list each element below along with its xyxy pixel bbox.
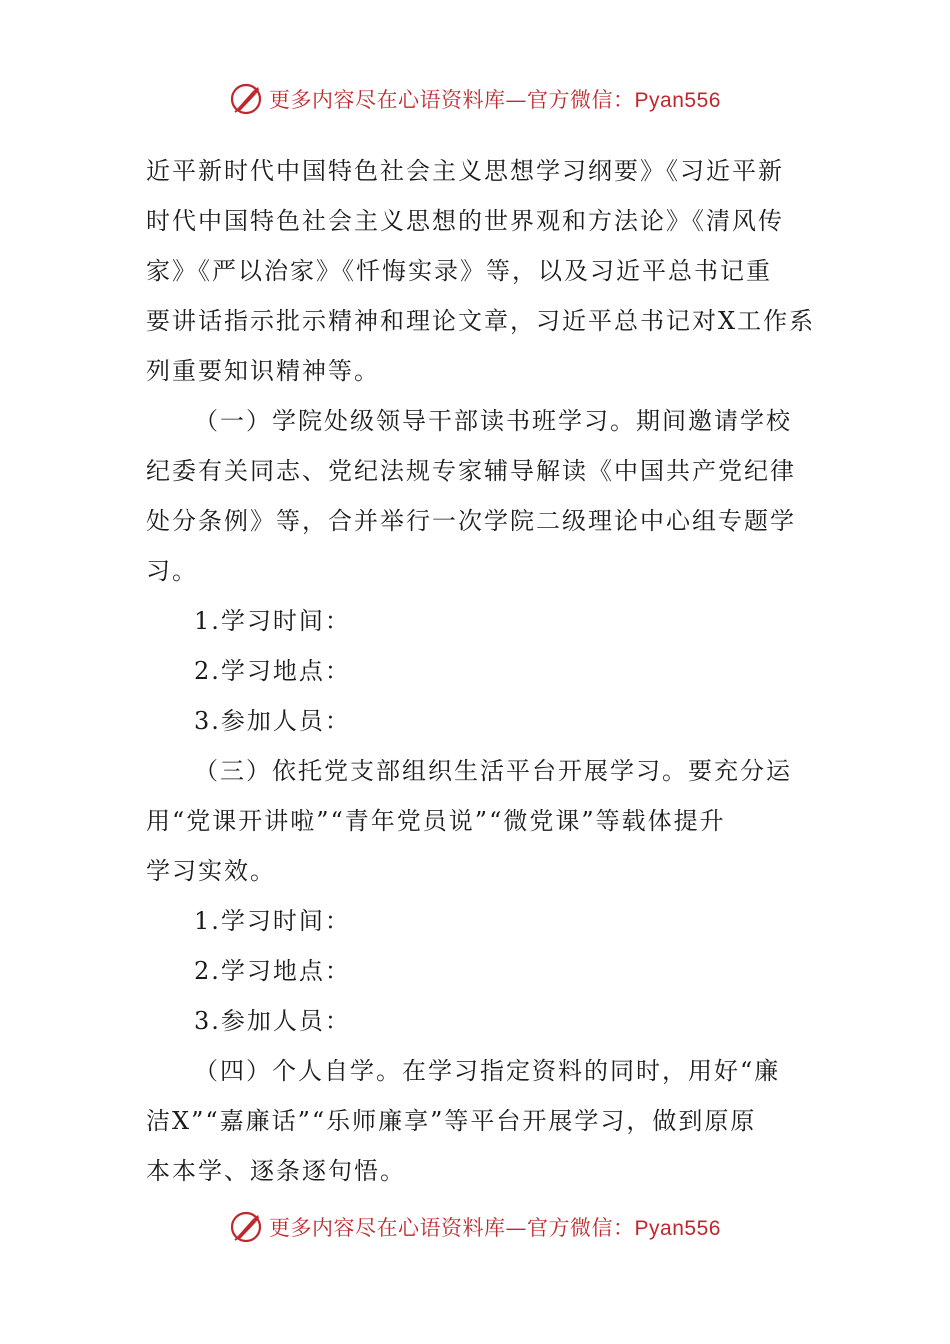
- wechat-account: Pyan556: [634, 1217, 721, 1240]
- text-line: 习。: [146, 557, 198, 585]
- text-line: 家》《严以治家》《忏悔实录》等，以及习近平总书记重: [146, 257, 772, 285]
- text-line: 纪委有关同志、党纪法规专家辅导解读《中国共产党纪律: [146, 457, 796, 485]
- document-body: [146, 146, 816, 1196]
- list-item: 3.参加人员：: [194, 707, 351, 735]
- section-heading-1: （一）学院处级领导干部读书班学习。期间邀请学校: [194, 407, 792, 435]
- list-item: 3.参加人员：: [194, 1007, 351, 1035]
- text-line: 用“党课开讲啦”“青年党员说”“微党课”等载体提升: [146, 807, 726, 835]
- section-heading-3: （三）依托党支部组织生活平台开展学习。要充分运: [194, 757, 792, 785]
- banner-text: 更多内容尽在心语资料库—官方微信：Pyan556: [269, 1216, 721, 1240]
- text-line: 近平新时代中国特色社会主义思想学习纲要》《习近平新: [146, 157, 784, 185]
- text-line: 要讲话指示批示精神和理论文章，习近平总书记对X工作系: [146, 307, 816, 335]
- list-item: 2.学习地点：: [194, 657, 351, 685]
- text-line: 学习实效。: [146, 857, 276, 885]
- text-line: 洁X”“嘉廉话”“乐师廉享”等平台开展学习，做到原原: [146, 1107, 757, 1135]
- list-item: 1.学习时间：: [194, 907, 351, 935]
- quill-pen-logo-icon: [229, 1210, 263, 1244]
- list-item: 2.学习地点：: [194, 957, 351, 985]
- list-item: 1.学习时间：: [194, 607, 351, 635]
- footer-banner: [0, 1210, 950, 1244]
- banner-text: 更多内容尽在心语资料库—官方微信：Pyan556: [269, 88, 721, 112]
- quill-pen-logo-icon: [229, 82, 263, 116]
- wechat-account: Pyan556: [634, 89, 721, 112]
- header-banner: [0, 82, 950, 116]
- text-line: 时代中国特色社会主义思想的世界观和方法论》《清风传: [146, 207, 784, 235]
- section-heading-4: （四）个人自学。在学习指定资料的同时，用好“廉: [194, 1057, 781, 1085]
- text-line: 处分条例》等，合并举行一次学院二级理论中心组专题学: [146, 507, 796, 535]
- text-line: 列重要知识精神等。: [146, 357, 380, 385]
- text-line: 本本学、逐条逐句悟。: [146, 1157, 406, 1185]
